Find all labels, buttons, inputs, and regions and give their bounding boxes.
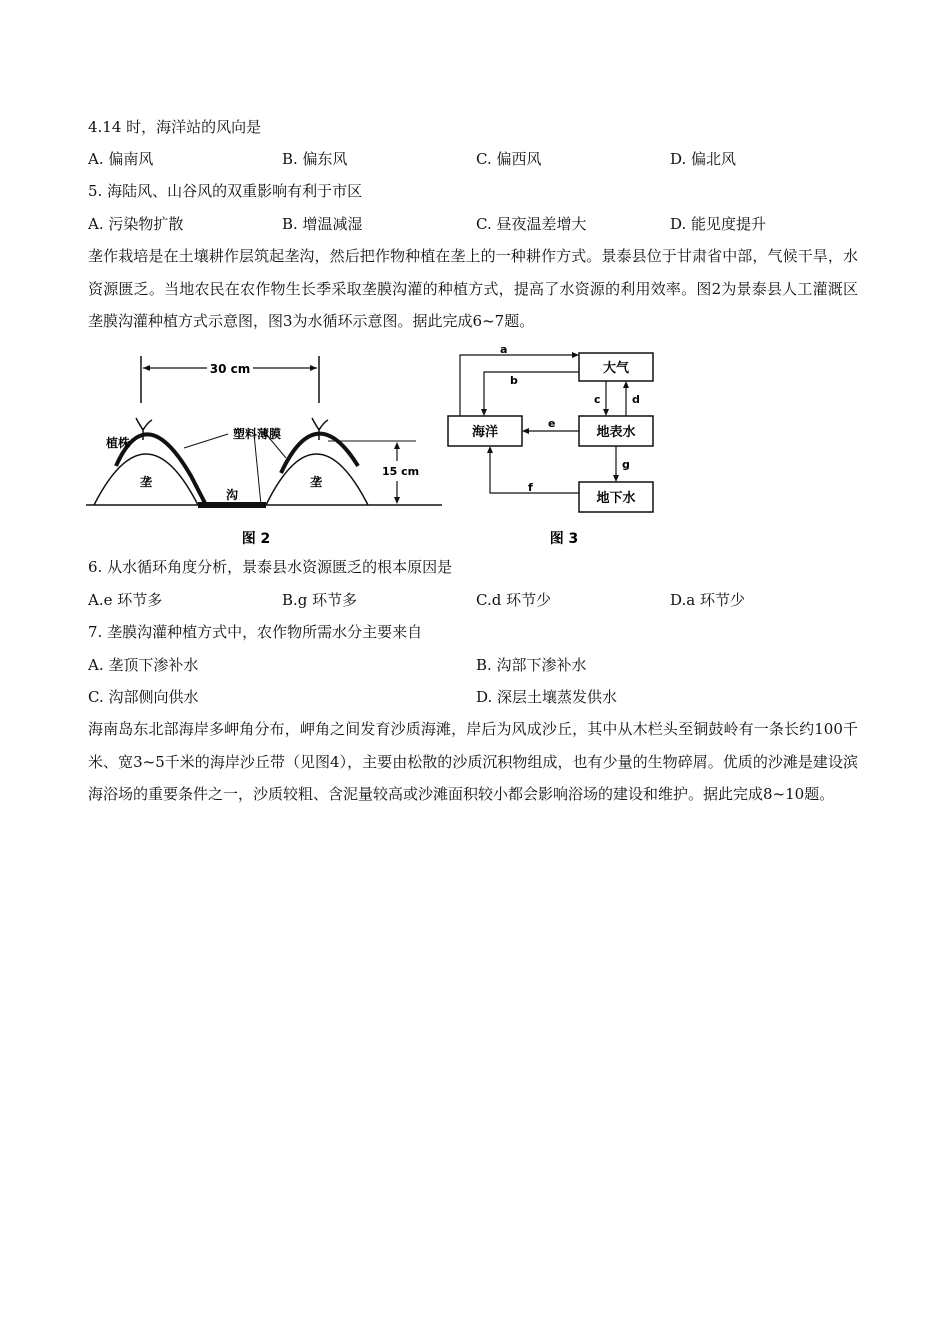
q7-stem: 7. 垄膜沟灌种植方式中，农作物所需水分主要来自: [88, 623, 423, 641]
q4-option-b: B. 偏东风: [282, 150, 348, 168]
q4-option-a: A. 偏南风: [88, 150, 154, 168]
atmosphere-label: 大气: [602, 361, 630, 376]
q7-option-a: A. 垄顶下渗补水: [88, 656, 199, 674]
figure-2-ridge-diagram: [86, 348, 446, 548]
q5-option-a: A. 污染物扩散: [88, 215, 184, 233]
q6-option-c: C.d 环节少: [476, 591, 552, 609]
q5-option-b: B. 增温减湿: [282, 215, 363, 233]
figure-2-caption: 图 2: [241, 531, 271, 547]
q4-stem: 4.14 时，海洋站的风向是: [88, 118, 262, 136]
q5-option-c: C. 昼夜温差增大: [476, 215, 587, 233]
arrow-a-label: a: [500, 346, 508, 356]
plant-label: 植株: [106, 436, 131, 450]
q7-option-d: D. 深层土壤蒸发供水: [476, 688, 618, 706]
film-label: 塑料薄膜: [233, 427, 282, 441]
width-label: 30 cm: [209, 362, 251, 376]
q4-option-c: C. 偏西风: [476, 150, 542, 168]
q6-option-d: D.a 环节少: [670, 591, 745, 609]
passage-hainan-coast: 海南岛东北部海岸多岬角分布，岬角之间发育沙质海滩，岸后为风成沙丘，其中从木栏头至铜鼓岭有一条长约100千米、宽3~5千米的海岸沙丘带（见图4），主要由松散的沙质沉积物组成，也有少量的生物碎屑。优质的沙滩是建设滨海浴场的重要条件之一，沙质较粗、含泥量较高或沙滩面积较小都会影响浴场的建设和维护。据此完成8~10题。: [88, 720, 858, 803]
groundwater-label: 地下水: [596, 491, 636, 506]
passage-ridge-farming: 垄作栽培是在土壤耕作层筑起垄沟，然后把作物种植在垄上的一种耕作方式。景泰县位于甘肃省中部，气候干旱，水资源匮乏。当地农民在农作物生长季采取垄膜沟灌的种植方式，提高了水资源的利用效率。图2为景泰县人工灌溉区垄膜沟灌种植方式示意图，图3为水循环示意图。据此完成6~7题。: [88, 247, 858, 330]
arrow-b-label: b: [510, 374, 518, 387]
q6-option-b: B.g 环节多: [282, 591, 358, 609]
arrow-f-label: f: [528, 481, 533, 494]
height-label: 15 cm: [382, 465, 420, 478]
ocean-label: 海洋: [471, 425, 499, 440]
q5-option-d: D. 能见度提升: [670, 215, 767, 233]
q4-option-d: D. 偏北风: [670, 150, 737, 168]
surface-water-label: 地表水: [596, 425, 636, 440]
q6-stem: 6. 从水循环角度分析，景泰县水资源匮乏的根本原因是: [88, 558, 453, 576]
q7-option-b: B. 沟部下渗补水: [476, 656, 587, 674]
q5-stem: 5. 海陆风、山谷风的双重影响有利于市区: [88, 182, 363, 200]
ridge-label-left: 垄: [139, 475, 153, 489]
arrow-g-label: g: [622, 458, 630, 471]
ridge-label-right: 垄: [309, 475, 323, 489]
arrow-d-label: d: [632, 393, 640, 406]
q7-option-c: C. 沟部侧向供水: [88, 688, 199, 706]
figure-3-water-cycle: [446, 346, 666, 548]
q6-option-a: A.e 环节多: [88, 591, 163, 609]
furrow-label: 沟: [225, 488, 239, 502]
figure-3-caption: 图 3: [549, 531, 579, 547]
arrow-c-label: c: [594, 393, 601, 406]
arrow-e-label: e: [548, 417, 556, 430]
